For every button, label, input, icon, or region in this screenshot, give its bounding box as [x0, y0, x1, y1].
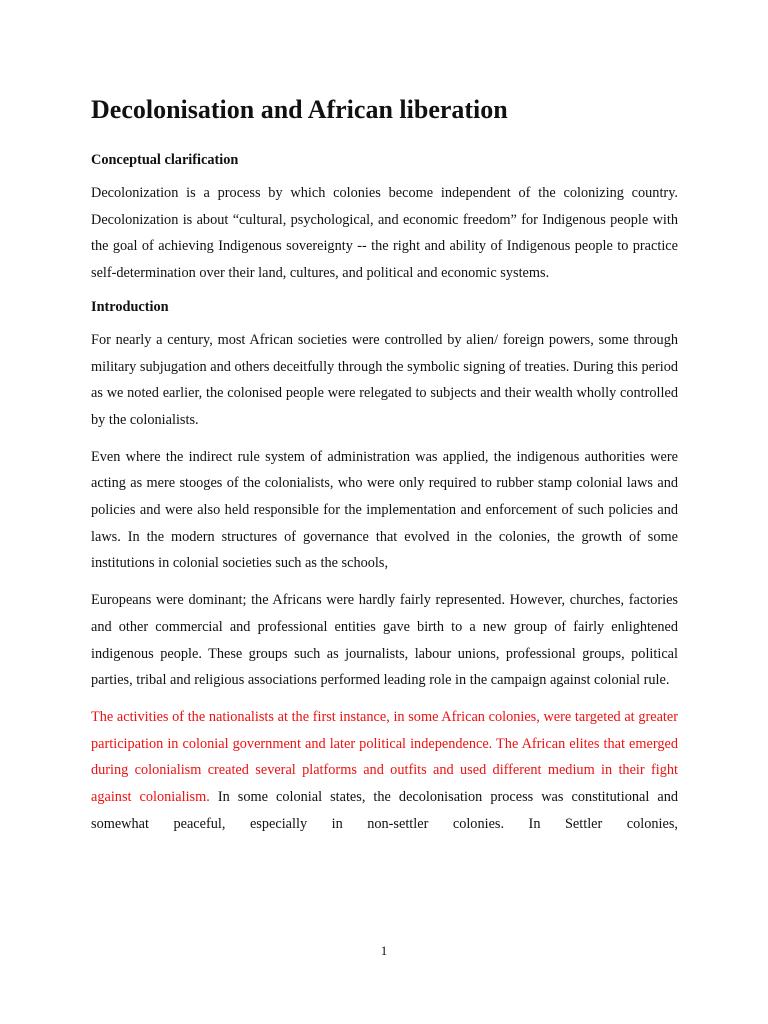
- page-number: 1: [380, 943, 388, 958]
- section-heading-introduction: Introduction: [91, 298, 169, 315]
- paragraph-intro-4-text: In some colonial states, the decolonisation process was constitutional and somewhat peaceful, especially in non-settler colonies. In Settler colonies,: [91, 789, 678, 832]
- highlighted-text: The activities of the nationalists at the first instance, in some African colonies, were targeted at greater participation in colonial government and later political independence. The African elites that emerged during colonialism created several platforms and outfits and used different medium in their fight against colonialism.: [91, 708, 678, 806]
- page-content: [91, 92, 678, 847]
- paragraph-intro-3: Europeans were dominant; the Africans were hardly fairly represented. However, churches, factories and other commercial and professional entities gave birth to a new group of fairly enlightened indigenous people. These groups such as journalists, labour unions, professional groups, political parties, tribal and religious associations performed leading role in the campaign against colonial rule.: [91, 592, 678, 689]
- paragraph-intro-4: [91, 704, 678, 838]
- paragraph-definition: Decolonization is a process by which colonies become independent of the colonizing country. Decolonization is about “cultural, psychological, and economic freedom” for Indigenous people with the goal of achieving Indigenous sovereignty -- the right and ability of Indigenous people to practice self-determination over their land, cultures, and political and economic systems.: [91, 185, 678, 282]
- paragraph-intro-2: Even where the indirect rule system of administration was applied, the indigenous authorities were acting as mere stooges of the colonialists, who were only required to rubber stamp colonial laws and policies and were also held responsible for the implementation and enforcement of such policies and laws. In the modern structures of governance that evolved in the colonies, the growth of some institutions in colonial societies such as the schools,: [91, 448, 678, 572]
- section-heading-conceptual-clarification: Conceptual clarification: [91, 152, 239, 168]
- paragraph-intro-1: For nearly a century, most African societies were controlled by alien/ foreign powers, some through military subjugation and others deceitfully through the symbolic signing of treaties. During this period as we noted earlier, the colonised people were relegated to subjects and their wealth wholly controlled by the colonialists.: [91, 331, 678, 428]
- document-title: Decolonisation and African liberation: [91, 95, 508, 124]
